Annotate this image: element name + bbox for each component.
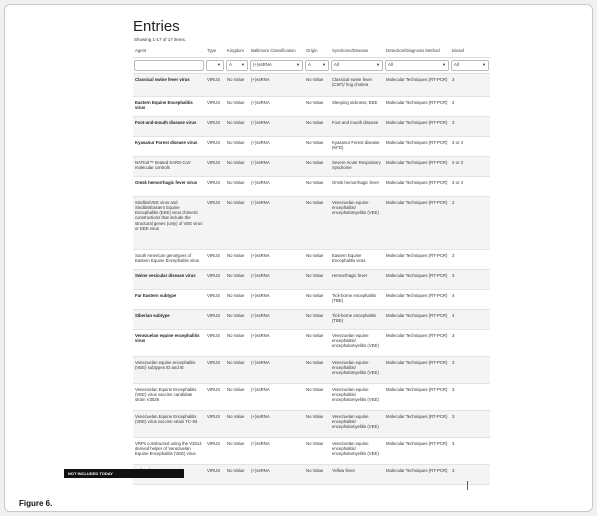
cell-origin: No Value xyxy=(304,96,330,116)
table-row[interactable] xyxy=(133,269,490,289)
entries-table xyxy=(133,43,490,485)
cell-detection: Molecular Techniques (RT-PCR) xyxy=(384,176,450,196)
biosafety-filter-select[interactable]: All ▼ xyxy=(451,60,489,71)
table-row[interactable] xyxy=(133,437,490,464)
cell-biosafety: 2 or 3 xyxy=(450,156,490,176)
table-body xyxy=(133,73,490,484)
cell-biosafety: 3 xyxy=(450,269,490,289)
cell-baltimore: (+)ssRNA xyxy=(249,329,304,356)
cell-origin: No Value xyxy=(304,289,330,309)
table-row[interactable] xyxy=(133,410,490,437)
cell-biosafety: 3 or 4 xyxy=(450,176,490,196)
table-row[interactable] xyxy=(133,329,490,356)
page-title: Entries xyxy=(133,18,180,35)
cell-baltimore: (+)ssRNA xyxy=(249,410,304,437)
cell-kingdom: No Value xyxy=(225,383,249,410)
cell-biosafety: 4 xyxy=(450,289,490,309)
cell-origin: No Value xyxy=(304,196,330,249)
cell-baltimore: (+)ssRNA xyxy=(249,136,304,156)
cell-type: VIRUS xyxy=(205,116,225,136)
cell-baltimore: (+)ssRNA xyxy=(249,269,304,289)
baltimore-filter-select[interactable]: (+)ssRNA ▼ xyxy=(250,60,303,71)
cell-biosafety: 3 xyxy=(450,464,490,484)
cell-origin: No Value xyxy=(304,437,330,464)
cell-agent[interactable]: Far Eastern subtype xyxy=(133,289,205,309)
cell-syndrome: Tick-borne encephalitis (TBE) xyxy=(330,309,384,329)
cell-kingdom: No Value xyxy=(225,73,249,96)
cell-baltimore: (+)ssRNA xyxy=(249,156,304,176)
cell-detection: Molecular Techniques (RT-PCR) xyxy=(384,289,450,309)
chevron-down-icon: ▼ xyxy=(322,62,326,68)
cell-agent[interactable]: Eastern Equine Encephalitis virus xyxy=(133,96,205,116)
detection-filter-select[interactable]: All ▼ xyxy=(385,60,449,71)
cell-origin: No Value xyxy=(304,156,330,176)
cell-biosafety: 3 xyxy=(450,329,490,356)
cell-syndrome: Sleeping sickness; EEE xyxy=(330,96,384,116)
cell-kingdom: No Value xyxy=(225,136,249,156)
showing-summary: Showing 1-17 of 17 items. xyxy=(134,37,187,42)
cell-origin: No Value xyxy=(304,464,330,484)
cell-agent[interactable]: Venezuelan Equine Encephalitis (VEE) virus vaccine candidate strain V3526 xyxy=(133,383,205,410)
cell-baltimore: (+)ssRNA xyxy=(249,289,304,309)
cell-origin: No Value xyxy=(304,329,330,356)
cell-agent[interactable]: Swine vesicular disease virus xyxy=(133,269,205,289)
cell-biosafety: 3 or 4 xyxy=(450,136,490,156)
col-header-baltimore[interactable]: Baltimore Classification xyxy=(249,43,304,57)
cell-type: VIRUS xyxy=(205,410,225,437)
cell-baltimore: (+)ssRNA xyxy=(249,464,304,484)
cell-detection: Molecular Techniques (RT-PCR) xyxy=(384,96,450,116)
agent-filter-input[interactable] xyxy=(134,60,204,71)
cell-detection: Molecular Techniques (RT-PCR) xyxy=(384,156,450,176)
cell-detection: Molecular Techniques (RT-PCR) xyxy=(384,249,450,269)
cell-syndrome: Yellow fever xyxy=(330,464,384,484)
figure-caption: Figure 6. xyxy=(19,499,53,508)
col-header-biosafety[interactable]: Biosaf xyxy=(450,43,490,57)
cell-syndrome: Classical swine fever (CSF)/ hog cholera xyxy=(330,73,384,96)
cell-baltimore: (+)ssRNA xyxy=(249,176,304,196)
cell-detection: Molecular Techniques (RT-PCR) xyxy=(384,410,450,437)
cell-detection: Molecular Techniques (RT-PCR) xyxy=(384,383,450,410)
table-row[interactable] xyxy=(133,464,490,484)
type-filter-select[interactable] xyxy=(206,60,224,71)
cell-type: VIRUS xyxy=(205,269,225,289)
cell-kingdom: No Value xyxy=(225,249,249,269)
cell-kingdom: No Value xyxy=(225,269,249,289)
cell-kingdom: No Value xyxy=(225,96,249,116)
cell-syndrome: Tick-borne encephalitis (TBE) xyxy=(330,289,384,309)
cell-baltimore: (+)ssRNA xyxy=(249,309,304,329)
cell-agent[interactable]: Classical swine fever virus xyxy=(133,73,205,96)
cell-origin: No Value xyxy=(304,176,330,196)
cell-kingdom: No Value xyxy=(225,309,249,329)
cell-syndrome: Venezuelan equine encephalitis/ encephalomyelitis (VEE) xyxy=(330,410,384,437)
table-row[interactable] xyxy=(133,309,490,329)
cell-biosafety: 2 xyxy=(450,249,490,269)
cell-baltimore: (+)ssRNA xyxy=(249,356,304,383)
cell-syndrome: Hemorrhagic fever xyxy=(330,269,384,289)
cell-baltimore: (+)ssRNA xyxy=(249,383,304,410)
cell-kingdom: No Value xyxy=(225,329,249,356)
table-row[interactable] xyxy=(133,383,490,410)
cell-syndrome: Kyasanur Forest disease (KFD) xyxy=(330,136,384,156)
cell-origin: No Value xyxy=(304,116,330,136)
header-row xyxy=(133,43,490,57)
cell-type: VIRUS xyxy=(205,96,225,116)
cell-type: VIRUS xyxy=(205,329,225,356)
cell-origin: No Value xyxy=(304,269,330,289)
cell-syndrome: Eastern Equine Encephalitis virus xyxy=(330,249,384,269)
cell-type: VIRUS xyxy=(205,437,225,464)
cell-biosafety: 3 xyxy=(450,356,490,383)
cell-detection: Molecular Techniques (RT-PCR) xyxy=(384,196,450,249)
cell-agent[interactable]: Siberian subtype xyxy=(133,309,205,329)
scrollbar-handle[interactable] xyxy=(467,481,468,490)
table-row[interactable] xyxy=(133,136,490,156)
col-header-agent[interactable]: Agent xyxy=(133,43,205,57)
cell-type: VIRUS xyxy=(205,136,225,156)
col-header-type[interactable]: Type xyxy=(205,43,225,57)
cell-origin: No Value xyxy=(304,309,330,329)
chevron-down-icon: ▼ xyxy=(217,62,221,68)
cell-type: VIRUS xyxy=(205,464,225,484)
cell-baltimore: (+)ssRNA xyxy=(249,249,304,269)
cell-type: VIRUS xyxy=(205,73,225,96)
cell-baltimore: (+)ssRNA xyxy=(249,437,304,464)
cell-detection: Molecular Techniques (RT-PCR) xyxy=(384,437,450,464)
cell-origin: No Value xyxy=(304,356,330,383)
cell-biosafety: 3 xyxy=(450,410,490,437)
cell-agent[interactable]: Venezuelan equine encephalitis virus xyxy=(133,329,205,356)
cell-type: VIRUS xyxy=(205,309,225,329)
cell-syndrome: Venezuelan equine encephalitis/ encephalomyelitis (VEE) xyxy=(330,437,384,464)
cell-syndrome: Venezuelan equine encephalitis/ encephalomyelitis (VEE) xyxy=(330,329,384,356)
cell-origin: No Value xyxy=(304,383,330,410)
table-row[interactable] xyxy=(133,356,490,383)
cell-detection: Molecular Techniques (RT-PCR) xyxy=(384,309,450,329)
cell-baltimore: (+)ssRNA xyxy=(249,73,304,96)
table-row[interactable] xyxy=(133,249,490,269)
cell-agent[interactable]: Venezuelan equine encephalitis (VEE) subtypes ID and IE xyxy=(133,356,205,383)
chevron-down-icon: ▼ xyxy=(376,62,380,68)
col-header-detection[interactable]: Detection/Diagnosis Method xyxy=(384,43,450,57)
cell-detection: Molecular Techniques (RT-PCR) xyxy=(384,464,450,484)
cell-kingdom: No Value xyxy=(225,289,249,309)
cell-type: VIRUS xyxy=(205,249,225,269)
cell-agent[interactable]: VRPs constructed using the V3014 derived helper of Venezuelan Equine Encephalitis (VEE) virus xyxy=(133,437,205,464)
cell-baltimore: (+)ssRNA xyxy=(249,96,304,116)
cell-origin: No Value xyxy=(304,410,330,437)
cell-origin: No Value xyxy=(304,136,330,156)
table-row[interactable] xyxy=(133,73,490,96)
table-row[interactable] xyxy=(133,116,490,136)
cell-biosafety: 3 xyxy=(450,383,490,410)
chevron-down-icon: ▼ xyxy=(482,62,486,68)
col-header-kingdom[interactable]: Kingdom xyxy=(225,43,249,57)
cell-agent[interactable]: Sindbis/VEE virus and Sindbis/Eastern Equine Encephalitis (EEE) virus chimeric constructions that include the structural genes (only) of VEE virus or EEE virus xyxy=(133,196,205,249)
entries-panel xyxy=(128,11,486,493)
cell-type: VIRUS xyxy=(205,176,225,196)
cell-kingdom: No Value xyxy=(225,464,249,484)
table-row[interactable] xyxy=(133,176,490,196)
cell-detection: Molecular Techniques (RT-PCR) xyxy=(384,356,450,383)
cell-type: VIRUS xyxy=(205,356,225,383)
chevron-down-icon: ▼ xyxy=(296,62,300,68)
cell-syndrome: Omsk hemorrhagic fever xyxy=(330,176,384,196)
cell-biosafety: 3 xyxy=(450,116,490,136)
figure-frame xyxy=(4,4,593,512)
chevron-down-icon: ▼ xyxy=(241,62,245,68)
cell-kingdom: No Value xyxy=(225,437,249,464)
cell-agent[interactable]: NATtrol™ treated SARS-CoV molecular controls xyxy=(133,156,205,176)
cell-type: VIRUS xyxy=(205,156,225,176)
cell-agent[interactable]: South American genotypes of Eastern Equine Encephalitis virus xyxy=(133,249,205,269)
cell-kingdom: No Value xyxy=(225,156,249,176)
table-row[interactable] xyxy=(133,96,490,116)
cell-syndrome: Venezuelan equine encephalitis/ encephalomyelitis (VEE) xyxy=(330,356,384,383)
cell-baltimore: (+)ssRNA xyxy=(249,196,304,249)
cell-biosafety: 3 xyxy=(450,437,490,464)
cell-origin: No Value xyxy=(304,73,330,96)
cell-detection: Molecular Techniques (RT-PCR) xyxy=(384,136,450,156)
cell-agent[interactable]: Foot-and-mouth disease virus xyxy=(133,116,205,136)
table-row[interactable] xyxy=(133,196,490,249)
cell-type: VIRUS xyxy=(205,383,225,410)
origin-filter-select[interactable]: A ▼ xyxy=(305,60,329,71)
cell-origin: No Value xyxy=(304,249,330,269)
cell-biosafety: 2 xyxy=(450,96,490,116)
cell-detection: Molecular Techniques (RT-PCR) xyxy=(384,269,450,289)
col-header-syndrome[interactable]: Syndrome/Disease xyxy=(330,43,384,57)
cell-detection: Molecular Techniques (RT-PCR) xyxy=(384,329,450,356)
kingdom-filter-select[interactable]: A ▼ xyxy=(226,60,248,71)
cell-syndrome: Venezuelan equine encephalitis/ encephalomyelitis (VEE) xyxy=(330,196,384,249)
cell-biosafety: 2 xyxy=(450,196,490,249)
cell-biosafety: 4 xyxy=(450,309,490,329)
cell-biosafety: 3 xyxy=(450,73,490,96)
cell-kingdom: No Value xyxy=(225,116,249,136)
cell-syndrome: Severe Acute Respiratory Syndrome xyxy=(330,156,384,176)
cell-type: VIRUS xyxy=(205,289,225,309)
tooltip-banner: NOT INCLUDED TODAY xyxy=(64,469,184,478)
cell-agent[interactable]: Venezuelan Equine Encephalitis (VEE) virus vaccine strain TC-83 xyxy=(133,410,205,437)
cell-detection: Molecular Techniques (RT-PCR) xyxy=(384,116,450,136)
filter-row xyxy=(133,57,490,73)
syndrome-filter-select[interactable]: All ▼ xyxy=(331,60,383,71)
cell-agent[interactable]: Omsk hemorrhagic fever virus xyxy=(133,176,205,196)
cell-baltimore: (+)ssRNA xyxy=(249,116,304,136)
chevron-down-icon: ▼ xyxy=(442,62,446,68)
cell-detection: Molecular Techniques (RT-PCR) xyxy=(384,73,450,96)
table-row[interactable] xyxy=(133,289,490,309)
cell-type: VIRUS xyxy=(205,196,225,249)
cell-kingdom: No Value xyxy=(225,176,249,196)
table-row[interactable] xyxy=(133,156,490,176)
cell-kingdom: No Value xyxy=(225,410,249,437)
cell-kingdom: No Value xyxy=(225,196,249,249)
cell-syndrome: Foot and mouth disease xyxy=(330,116,384,136)
cell-kingdom: No Value xyxy=(225,356,249,383)
col-header-origin[interactable]: Origin xyxy=(304,43,330,57)
cell-syndrome: Venezuelan equine encephalitis/ encephalomyelitis (VEE) xyxy=(330,383,384,410)
cell-agent[interactable]: Kyasanur Forest disease virus xyxy=(133,136,205,156)
